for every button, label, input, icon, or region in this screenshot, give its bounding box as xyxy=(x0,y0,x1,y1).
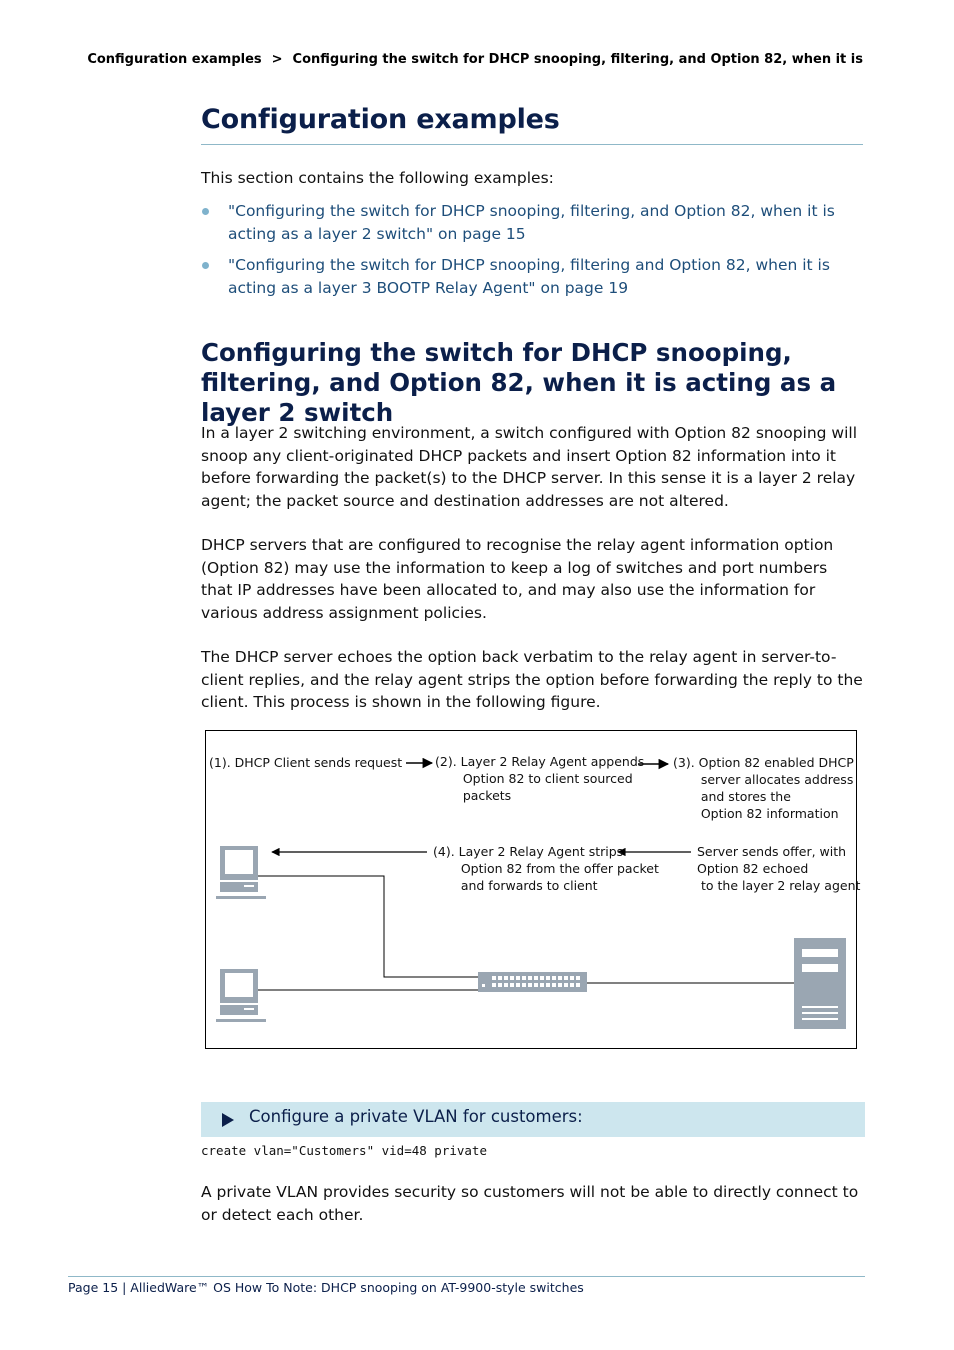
subsection-title: Configuring the switch for DHCP snooping, filtering, and Option 82, when it is acting as a layer 2 switch xyxy=(201,338,837,427)
breadcrumb-page: Configuring the switch for DHCP snooping, filtering, and Option 82, when it is xyxy=(292,52,863,67)
example-link-text[interactable]: "Configuring the switch for DHCP snooping, filtering, and Option 82, when it is acting as a layer 2 switch" on page 15 xyxy=(228,202,835,243)
figure-step-4: (4). Layer 2 Relay Agent strips Option 82 from the offer packet and forwards to client xyxy=(433,844,659,893)
example-link-list xyxy=(201,200,863,308)
dhcp-option82-figure xyxy=(205,730,861,1049)
procedure-label: Configure a private VLAN for customers: xyxy=(249,1107,583,1126)
bullet-icon xyxy=(202,262,209,269)
body-paragraph-3: The DHCP server echoes the option back verbatim to the relay agent in server-to-client replies, and the relay agent strips the option before forwarding the reply to the client. This process is shown in the following figure. xyxy=(201,648,863,711)
cli-command: create vlan="Customers" vid=48 private xyxy=(201,1143,487,1158)
example-link-layer3[interactable] xyxy=(201,254,863,299)
section-intro: This section contains the following examples: xyxy=(201,169,554,187)
play-triangle-icon xyxy=(222,1113,234,1127)
switch-icon xyxy=(478,972,587,992)
figure-step-5: Server sends offer, with Option 82 echoed to the layer 2 relay agent xyxy=(697,844,861,893)
page-footer: Page 15 | AlliedWare™ OS How To Note: DHCP snooping on AT-9900-style switches xyxy=(68,1280,584,1295)
section-title-rule xyxy=(201,144,863,145)
figure-step-3: (3). Option 82 enabled DHCP server allocates address and stores the Option 82 information xyxy=(673,755,854,821)
bullet-icon xyxy=(202,208,209,215)
body-paragraph-2: DHCP servers that are configured to recognise the relay agent information option (Option 82) may use the information to keep a log of switches and port numbers that IP addresses have been allocated to, and may also use the information for various address assignment policies. xyxy=(201,536,834,622)
figure-step-1: (1). DHCP Client sends request xyxy=(209,755,403,770)
section-title: Configuration examples xyxy=(201,104,560,135)
client-computer-icon xyxy=(216,969,266,1022)
example-link-layer2[interactable] xyxy=(201,200,863,245)
breadcrumb-separator: > xyxy=(271,52,283,67)
example-link-text[interactable]: "Configuring the switch for DHCP snooping, filtering and Option 82, when it is acting as a layer 3 BOOTP Relay Agent" on page 19 xyxy=(228,256,830,297)
procedure-heading xyxy=(201,1102,865,1137)
body-paragraph-1: In a layer 2 switching environment, a switch configured with Option 82 snooping will snoop any client-originated DHCP packets and insert Option 82 information into it before forwarding the packet(s) to the DHCP server. In this sense it is a layer 2 relay agent; the packet source and destination addresses are not altered. xyxy=(201,424,858,510)
footer-rule xyxy=(68,1276,865,1277)
breadcrumb-section[interactable]: Configuration examples xyxy=(87,52,262,67)
procedure-explanation: A private VLAN provides security so customers will not be able to directly connect to or detect each other. xyxy=(201,1183,859,1224)
client-computer-icon xyxy=(216,846,266,899)
breadcrumb xyxy=(87,52,863,67)
server-icon xyxy=(794,938,846,1029)
figure-step-2: (2). Layer 2 Relay Agent appends Option 82 to client sourced packets xyxy=(435,754,645,803)
